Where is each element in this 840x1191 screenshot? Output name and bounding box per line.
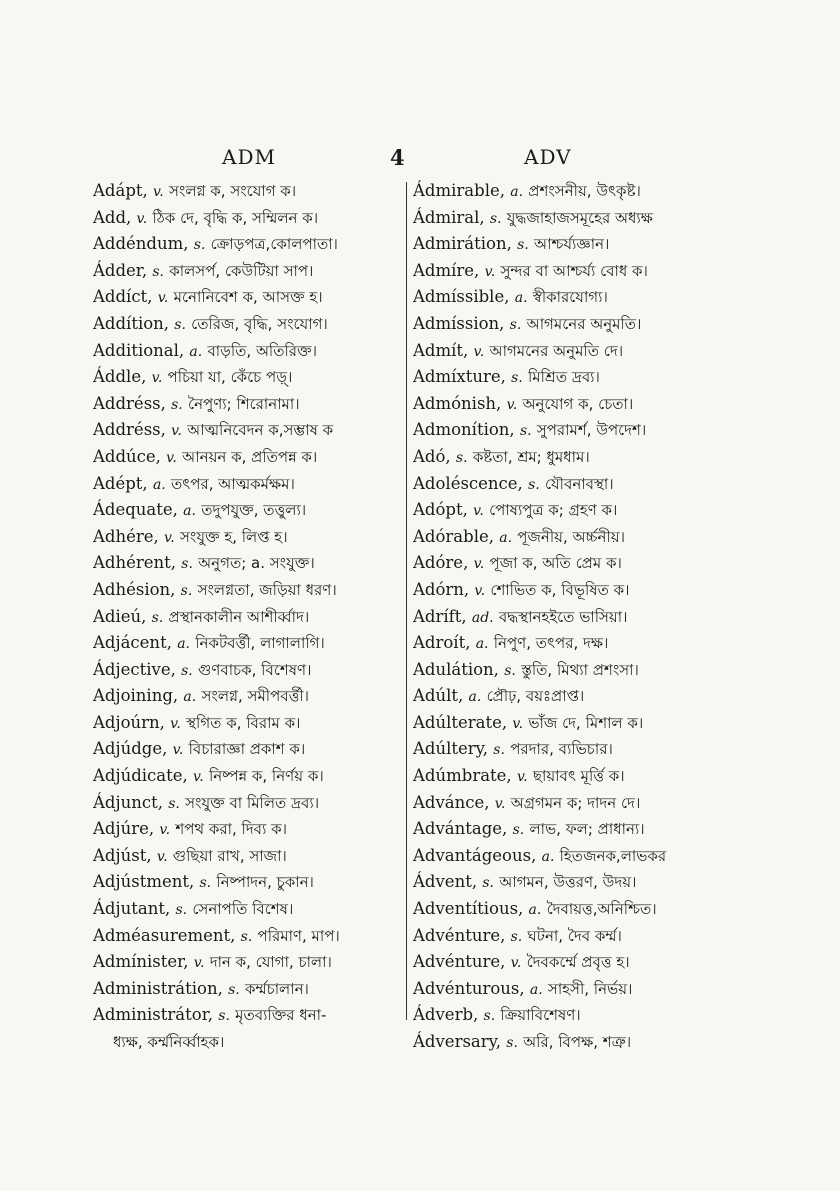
- entry-part-of-speech: s.: [519, 423, 532, 440]
- entry-part-of-speech: s.: [506, 1035, 518, 1051]
- entry-definition: পরদার, ব্যভিচার।: [510, 740, 613, 759]
- entry-definition: প্রস্থানকালীন আশীর্ব্বাদ।: [168, 607, 310, 626]
- entry-part-of-speech: s.: [511, 370, 523, 387]
- running-header: [0, 145, 840, 175]
- dictionary-entry: [413, 923, 713, 950]
- entry-headword: Adúltery,: [413, 739, 489, 759]
- entry-definition: পোষ্যপুত্র ক; গ্রহণ ক।: [489, 501, 618, 520]
- dictionary-entry: [93, 923, 403, 950]
- entry-headword: Addéndum,: [93, 234, 189, 254]
- entry-headword: Adoléscence,: [413, 473, 523, 493]
- entry-definition: আগমন, উত্তরণ, উদয়।: [499, 873, 637, 892]
- entry-definition: দৈবায়ত্ত,অনিশ্চিত।: [546, 900, 657, 919]
- dictionary-entry: [93, 444, 403, 471]
- entry-headword: Additional,: [93, 340, 185, 360]
- entry-headword: Ádmirable,: [413, 181, 505, 200]
- entry-headword: Áddle,: [93, 367, 147, 387]
- dictionary-entry: [93, 630, 403, 657]
- right-column: [413, 178, 713, 1056]
- entry-definition: পরিমাণ, মাপ।: [257, 926, 340, 945]
- entry-part-of-speech: s.: [193, 237, 206, 254]
- entry-headword: Administrátion,: [93, 978, 223, 998]
- dictionary-entry: [93, 497, 403, 524]
- entry-part-of-speech: a.: [189, 343, 203, 360]
- entry-definition: সুন্দর বা আশ্চর্য্য বোধ ক।: [500, 261, 648, 280]
- entry-definition: নিষ্পাদন, চুকান।: [216, 873, 314, 892]
- entry-headword: Advántage,: [413, 819, 508, 839]
- entry-part-of-speech: s.: [489, 210, 502, 227]
- entry-definition: গুণবাচক, বিশেষণ।: [197, 660, 312, 679]
- entry-definition: প্রশংসনীয়, উৎকৃষ্ট।: [528, 182, 641, 200]
- dictionary-entry: [413, 550, 713, 577]
- entry-headword: Admíssion,: [413, 313, 505, 333]
- entry-part-of-speech: s.: [168, 795, 180, 812]
- entry-part-of-speech: a.: [475, 636, 489, 653]
- entry-part-of-speech: s.: [483, 1008, 496, 1025]
- entry-part-of-speech: v.: [156, 848, 168, 865]
- entry-definition: স্তুতি, মিথ্যা প্রশংসা।: [521, 660, 639, 679]
- entry-part-of-speech: s.: [180, 582, 193, 599]
- entry-part-of-speech: v.: [512, 715, 524, 732]
- entry-part-of-speech: s.: [152, 263, 165, 280]
- header-right-guide-word: ADV: [524, 145, 572, 169]
- entry-definition: ঘটনা, দৈব কর্ম্ম।: [527, 926, 622, 945]
- entry-definition: শপথ করা, দিব্য ক।: [175, 820, 287, 839]
- dictionary-entry: [93, 311, 403, 338]
- entry-part-of-speech: a.: [468, 689, 482, 706]
- entry-definition: তেরিজ, বৃদ্ধি, সংযোগ।: [191, 314, 328, 333]
- entry-definition: আগমনের অনুমতি।: [526, 314, 642, 333]
- dictionary-entry: [413, 683, 713, 710]
- dictionary-entry: [413, 736, 713, 763]
- dictionary-entry: [93, 710, 403, 737]
- entry-headword: Admíssible,: [413, 287, 510, 307]
- entry-part-of-speech: s.: [174, 316, 186, 333]
- entry-part-of-speech: v.: [494, 795, 506, 812]
- entry-part-of-speech: a.: [177, 636, 190, 653]
- entry-definition: হিতজনক,লাভকর: [559, 846, 667, 865]
- entry-part-of-speech: s.: [218, 1008, 230, 1025]
- entry-headword: Advánce,: [413, 792, 490, 812]
- entry-definition: সংযুক্ত হ, লিপ্ত হ।: [179, 527, 288, 546]
- dictionary-entry: [93, 258, 403, 285]
- dictionary-entry: [93, 284, 403, 311]
- entry-headword: Ádverb,: [413, 1005, 479, 1025]
- dictionary-entry: [413, 471, 713, 498]
- entry-headword: Advénturous,: [413, 978, 525, 998]
- entry-part-of-speech: v.: [484, 263, 496, 280]
- entry-headword: Adhésion,: [93, 579, 176, 599]
- entry-headword: Ádjunct,: [93, 792, 163, 812]
- entry-headword: Add,: [93, 207, 132, 227]
- dictionary-entry: [413, 364, 713, 391]
- entry-headword: Adjústment,: [93, 872, 195, 892]
- entry-definition: নিষ্পন্ন ক, নির্ণয় ক।: [208, 767, 324, 786]
- entry-part-of-speech: a.: [183, 689, 197, 706]
- entry-headword: Ádmiral,: [413, 207, 485, 227]
- dictionary-entry: [413, 896, 713, 923]
- entry-definition: শোভিত ক, বিভূষিত ক।: [490, 580, 630, 599]
- entry-definition: পূজা ক, অতি প্রেম ক।: [489, 554, 622, 573]
- dictionary-entry: [93, 736, 403, 763]
- dictionary-entry: [413, 816, 713, 843]
- entry-part-of-speech: s.: [528, 476, 540, 493]
- entry-definition: সংযুক্ত বা মিলিত দ্রব্য।: [185, 793, 320, 812]
- dictionary-entry: [93, 949, 403, 976]
- entry-definition: তদুপযুক্ত, তত্তুল্য।: [201, 501, 307, 520]
- entry-headword: Adórn,: [413, 579, 470, 599]
- entry-part-of-speech: s.: [240, 928, 253, 945]
- entry-headword: Adventítious,: [413, 899, 524, 919]
- entry-headword: Adjoúrn,: [93, 712, 165, 732]
- dictionary-entry: [93, 471, 403, 498]
- entry-headword: Advénture,: [413, 925, 506, 945]
- dictionary-entry: [413, 976, 713, 1003]
- entry-definition: ছায়াবৎ মূর্ত্তি ক।: [532, 767, 625, 786]
- entry-definition: স্বীকারযোগ্য।: [532, 288, 608, 307]
- entry-definition: গুছিয়া রাখ, সাজা।: [172, 846, 287, 865]
- entry-part-of-speech: s.: [175, 902, 188, 919]
- entry-headword: Adó,: [413, 446, 451, 466]
- column-divider: [406, 182, 407, 1020]
- entry-headword: Adjúdge,: [93, 739, 168, 759]
- entry-part-of-speech: v.: [172, 742, 184, 759]
- entry-definition: ক্রিয়াবিশেষণ।: [500, 1006, 581, 1025]
- entry-part-of-speech: a.: [514, 290, 528, 307]
- entry-headword: Adúmbrate,: [413, 766, 512, 786]
- entry-definition: অগ্রগমন ক; দাদন দে।: [510, 793, 641, 812]
- entry-definition: অনুযোগ ক, চেতা।: [522, 394, 634, 413]
- dictionary-entry: [413, 391, 713, 418]
- entry-headword: Adjoining,: [93, 686, 179, 706]
- dictionary-entry: [93, 790, 403, 817]
- dictionary-entry: [413, 178, 713, 205]
- entry-part-of-speech: v.: [166, 449, 177, 466]
- entry-part-of-speech: v.: [473, 343, 485, 360]
- dictionary-entry: [413, 205, 713, 232]
- left-column: [93, 178, 403, 1056]
- entry-part-of-speech: s.: [151, 609, 164, 626]
- dictionary-entry: [93, 231, 403, 258]
- entry-definition: তৎপর, আত্মকর্মক্ষম।: [170, 474, 295, 493]
- entry-part-of-speech: a.: [152, 476, 166, 493]
- entry-headword: Adríft,: [413, 606, 467, 626]
- entry-definition: মনোনিবেশ ক, আসক্ত হ।: [173, 288, 323, 307]
- entry-headword: Adápt,: [93, 181, 148, 200]
- entry-headword: Adjúdicate,: [93, 766, 188, 786]
- entry-definition: বদ্ধস্থানহইতে ভাসিয়া।: [498, 607, 628, 626]
- dictionary-entry: [93, 205, 403, 232]
- entry-headword: Advénture,: [413, 952, 506, 972]
- entry-definition: কর্ম্মচালান।: [244, 979, 309, 998]
- entry-definition: আত্মনিবেদন ক,সম্ভাষ ক: [187, 421, 334, 440]
- entry-definition: আগমনের অনুমতি দে।: [489, 341, 624, 360]
- entry-definition: আনয়ন ক, প্রতিপন্ন ক।: [182, 447, 318, 466]
- entry-definition: নিপুণ, তৎপর, দক্ষ।: [493, 634, 609, 653]
- entry-definition: পূজনীয়, অর্চ্চনীয়।: [517, 527, 625, 546]
- dictionary-entry: [93, 1029, 403, 1056]
- dictionary-entry: [93, 763, 403, 790]
- entry-headword: Adjácent,: [93, 633, 172, 653]
- entry-part-of-speech: v.: [193, 769, 204, 786]
- entry-definition: নৈপুণ্য; শিরোনামা।: [188, 394, 300, 413]
- entry-part-of-speech: v.: [136, 210, 148, 227]
- dictionary-entry: [93, 338, 403, 365]
- entry-definition: স্থগিত ক, বিরাম ক।: [186, 713, 301, 732]
- entry-headword: Adúlt,: [413, 686, 464, 706]
- dictionary-entry: [413, 1029, 713, 1056]
- entry-definition: বিচারাজ্ঞা প্রকাশ ক।: [188, 740, 306, 759]
- dictionary-entry: [93, 550, 403, 577]
- entry-part-of-speech: a.: [510, 184, 524, 200]
- entry-headword: Adroít,: [413, 633, 471, 653]
- dictionary-entry: [413, 869, 713, 896]
- entry-part-of-speech: v.: [170, 715, 181, 732]
- entry-headword: Adórable,: [413, 526, 494, 546]
- entry-part-of-speech: s.: [199, 875, 212, 892]
- dictionary-entry: [413, 444, 713, 471]
- entry-part-of-speech: s.: [455, 449, 468, 466]
- dictionary-entry: [413, 630, 713, 657]
- entry-definition: সুপরামর্শ, উপদেশ।: [536, 421, 647, 440]
- dictionary-entry: [413, 790, 713, 817]
- entry-definition: অনুগত; a. সংযুক্ত।: [198, 554, 315, 573]
- dictionary-entry: [93, 896, 403, 923]
- entry-definition: অরি, বিপক্ষ, শত্রু।: [523, 1033, 632, 1051]
- dictionary-entry: [413, 284, 713, 311]
- entry-headword: Admónish,: [413, 393, 502, 413]
- dictionary-entry: [93, 577, 403, 604]
- entry-part-of-speech: v.: [159, 822, 171, 839]
- entry-part-of-speech: v.: [473, 503, 484, 520]
- header-left-guide-word: ADM: [222, 145, 276, 169]
- dictionary-entry: [413, 417, 713, 444]
- entry-part-of-speech: a.: [541, 848, 555, 865]
- entry-part-of-speech: s.: [510, 928, 523, 945]
- entry-definition: দৈবকর্ম্মে প্রবৃত্ত হ।: [526, 953, 630, 972]
- entry-definition: যৌবনাবস্থা।: [544, 474, 614, 493]
- entry-part-of-speech: v.: [474, 582, 486, 599]
- dictionary-entry: [93, 178, 403, 205]
- entry-headword: Adméasurement,: [93, 925, 236, 945]
- dictionary-entry: [413, 497, 713, 524]
- entry-headword: Adópt,: [413, 500, 468, 520]
- entry-part-of-speech: v.: [157, 290, 169, 307]
- dictionary-entry: [413, 949, 713, 976]
- entry-part-of-speech: v.: [506, 396, 518, 413]
- dictionary-entry: [93, 524, 403, 551]
- entry-definition: সংলগ্ন ক, সংযোগ ক।: [168, 182, 297, 200]
- entry-part-of-speech: v.: [193, 955, 205, 972]
- dictionary-entry: [93, 391, 403, 418]
- entry-definition: ক্রোড়পত্র,কোলপাতা।: [210, 235, 338, 254]
- entry-part-of-speech: v.: [473, 556, 485, 573]
- entry-part-of-speech: s.: [517, 237, 529, 254]
- entry-headword: Addúce,: [93, 446, 161, 466]
- entry-definition: দান ক, যোগা, চালা।: [209, 953, 332, 972]
- entry-definition: পচিয়া যা, কেঁচে পড়্।: [167, 368, 293, 387]
- dictionary-entry: [413, 657, 713, 684]
- entry-definition: মৃতব্যক্তির ধনা-: [235, 1006, 327, 1025]
- entry-headword: Addréss,: [93, 393, 166, 413]
- entry-headword: Ádjutant,: [93, 899, 171, 919]
- entry-part-of-speech: v.: [171, 423, 182, 440]
- dictionary-entry: [413, 604, 713, 631]
- entry-part-of-speech: s.: [181, 662, 193, 679]
- dictionary-entry: [413, 843, 713, 870]
- entry-headword: Admíxture,: [413, 367, 506, 387]
- entry-part-of-speech: v.: [164, 529, 175, 546]
- entry-part-of-speech: a.: [528, 902, 542, 919]
- entry-headword: Addítion,: [93, 313, 170, 333]
- entry-definition: প্রৌঢ়, বয়ঃপ্রাপ্ত।: [486, 687, 585, 706]
- dictionary-entry: [413, 258, 713, 285]
- entry-headword: Admonítion,: [413, 420, 515, 440]
- entry-definition: সংলগ্নতা, জড়িয়া ধরণ।: [197, 580, 337, 599]
- entry-part-of-speech: v.: [516, 769, 528, 786]
- entry-headword: Admínister,: [93, 952, 189, 972]
- entry-headword: Adieú,: [93, 606, 147, 626]
- entry-part-of-speech: v.: [153, 184, 164, 200]
- entry-part-of-speech: a.: [183, 503, 196, 520]
- dictionary-entry: [413, 577, 713, 604]
- entry-part-of-speech: a.: [529, 981, 543, 998]
- dictionary-entry: [93, 364, 403, 391]
- entry-part-of-speech: s.: [228, 981, 240, 998]
- entry-headword: Administrátor,: [93, 1005, 214, 1025]
- entry-definition: সংলগ্ন, সমীপবর্ত্তী।: [201, 687, 309, 706]
- entry-headword: Adjúre,: [93, 819, 155, 839]
- dictionary-entry: [413, 231, 713, 258]
- dictionary-entry: [93, 1002, 403, 1029]
- entry-definition: সেনাপতি বিশেষ।: [192, 900, 294, 919]
- entry-headword: Admít,: [413, 340, 469, 360]
- entry-part-of-speech: s.: [512, 822, 525, 839]
- entry-headword: Adulátion,: [413, 659, 499, 679]
- entry-headword: Adépt,: [93, 473, 148, 493]
- entry-part-of-speech: v.: [151, 370, 163, 387]
- entry-headword: Ádjective,: [93, 659, 176, 679]
- entry-part-of-speech: s.: [504, 662, 516, 679]
- entry-definition: আশ্চর্য্যজ্ঞান।: [533, 235, 610, 254]
- dictionary-entry: [413, 311, 713, 338]
- dictionary-entry: [413, 524, 713, 551]
- dictionary-entry: [93, 657, 403, 684]
- entry-part-of-speech: s.: [493, 742, 505, 759]
- entry-definition: বাড়তি, অতিরিক্ত।: [207, 341, 317, 360]
- entry-definition: লাভ, ফল; প্রাধান্য।: [529, 820, 645, 839]
- entry-headword: Adúlterate,: [413, 712, 508, 732]
- entry-definition: যুদ্ধজাহাজসমূহের অধ্যক্ষ: [506, 208, 653, 227]
- dictionary-entry: [93, 683, 403, 710]
- entry-headword: Admíre,: [413, 260, 480, 280]
- page-number: 4: [390, 145, 406, 170]
- entry-headword: Addréss,: [93, 420, 166, 440]
- entry-definition: ধ্যক্ষ, কর্ম্মনির্ব্বাহক।: [113, 1033, 225, 1051]
- entry-part-of-speech: s.: [482, 875, 494, 892]
- entry-definition: সাহসী, নির্ভয়।: [547, 979, 633, 998]
- entry-headword: Admirátion,: [413, 234, 512, 254]
- entry-headword: Ádder,: [93, 260, 148, 280]
- entry-headword: Advantágeous,: [413, 845, 537, 865]
- entry-definition: নিকটবর্ত্তী, লাগালাগি।: [195, 634, 325, 653]
- entry-definition: ঠিক দে, বৃদ্ধি ক, সম্মিলন ক।: [152, 208, 319, 227]
- entry-headword: Adjúst,: [93, 845, 152, 865]
- entry-headword: Adhére,: [93, 526, 159, 546]
- entry-part-of-speech: s.: [509, 316, 522, 333]
- entry-headword: Ádversary,: [413, 1032, 502, 1051]
- entry-headword: Addíct,: [93, 287, 153, 307]
- dictionary-entry: [413, 1002, 713, 1029]
- entry-headword: Ádvent,: [413, 872, 478, 892]
- entry-headword: Adhérent,: [93, 553, 177, 573]
- dictionary-entry: [93, 869, 403, 896]
- entry-headword: Adóre,: [413, 553, 469, 573]
- dictionary-entry: [413, 338, 713, 365]
- entry-part-of-speech: ad.: [471, 609, 494, 626]
- dictionary-entry: [93, 843, 403, 870]
- dictionary-entry: [93, 816, 403, 843]
- entry-definition: কালসর্প, কেউটিয়া সাপ।: [169, 261, 314, 280]
- entry-part-of-speech: v.: [510, 955, 522, 972]
- dictionary-entry: [93, 417, 403, 444]
- entry-definition: ভাঁজ দে, মিশাল ক।: [528, 713, 644, 732]
- dictionary-entry: [413, 763, 713, 790]
- dictionary-entry: [93, 976, 403, 1003]
- entry-definition: কষ্টতা, শ্রম; ধুমধাম।: [472, 447, 590, 466]
- entry-definition: মিশ্রিত দ্রব্য।: [528, 368, 600, 387]
- entry-headword: Ádequate,: [93, 500, 178, 520]
- dictionary-entry: [93, 604, 403, 631]
- entry-part-of-speech: s.: [171, 396, 183, 413]
- entry-part-of-speech: s.: [181, 556, 193, 573]
- entry-part-of-speech: a.: [499, 529, 513, 546]
- dictionary-entry: [413, 710, 713, 737]
